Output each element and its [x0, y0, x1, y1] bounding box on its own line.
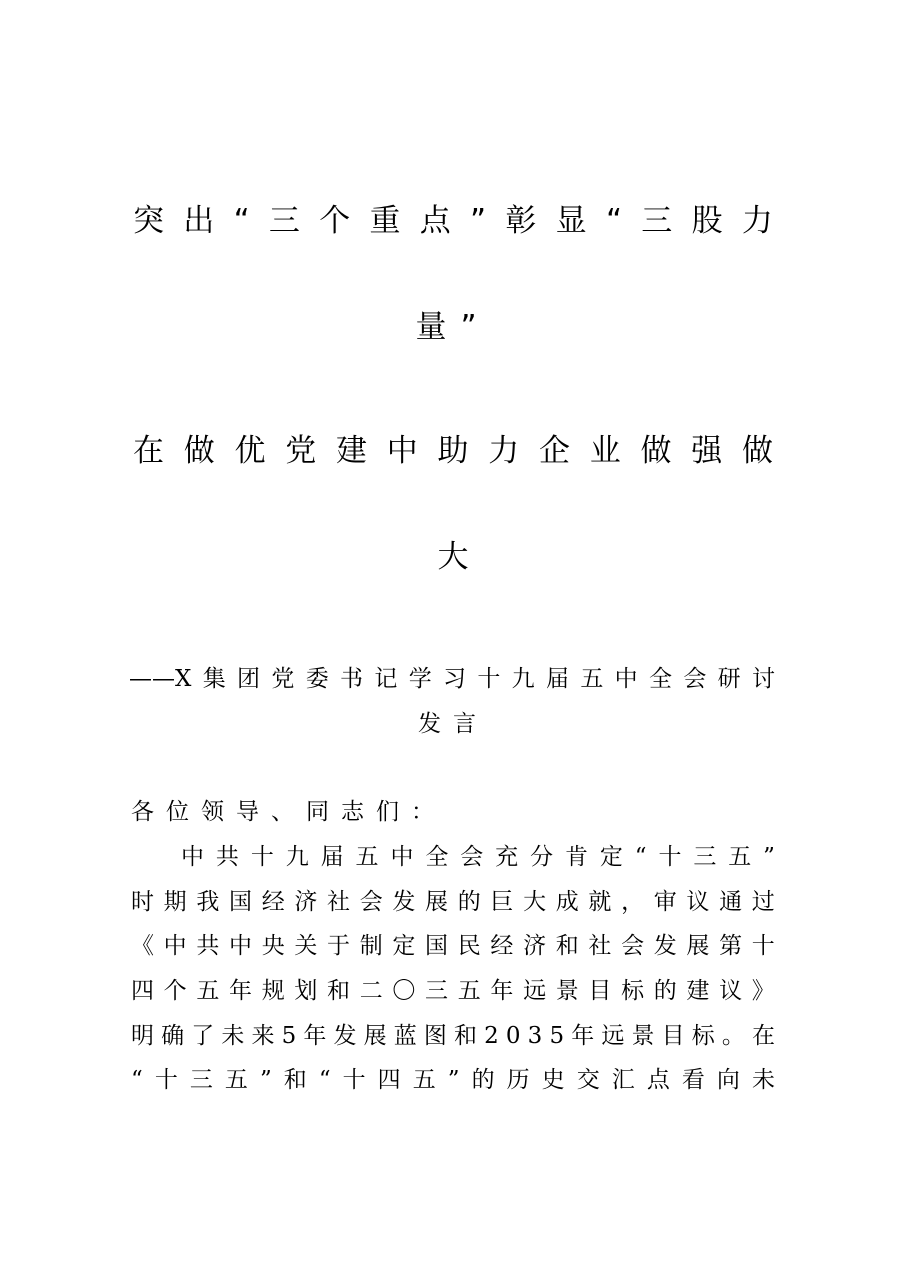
glyph: 建 [336, 433, 367, 469]
glyph: 成 [555, 889, 579, 915]
glyph: 蓝 [393, 1023, 417, 1049]
glyph: 五 [355, 844, 379, 870]
glyph: 突 [133, 203, 164, 239]
glyph: 于 [327, 933, 351, 959]
subtitle-line-1: ——X集团党委书记学习十九届五中全会研讨 [129, 666, 775, 692]
glyph: 共 [196, 933, 220, 959]
glyph: 出 [183, 203, 215, 239]
title-line-1 [133, 201, 773, 241]
glyph: 民 [457, 933, 481, 959]
glyph: 《 [131, 933, 154, 959]
glyph: 在 [751, 1023, 775, 1049]
glyph: 年 [229, 978, 253, 1004]
glyph: 来 [251, 1023, 275, 1049]
glyph: 历 [506, 1067, 530, 1093]
glyph: 发 [392, 889, 416, 915]
glyph: 三 [693, 844, 717, 870]
glyph: 党 [285, 433, 317, 469]
glyph: 经 [261, 889, 285, 915]
glyph: 优 [234, 433, 266, 469]
paragraph-line-5 [131, 1021, 775, 1051]
glyph: “ [318, 1067, 331, 1093]
glyph: 五 [728, 844, 752, 870]
glyph: 九 [285, 844, 309, 870]
glyph: 十 [751, 933, 775, 959]
glyph: 和 [327, 978, 351, 1004]
glyph: 做 [640, 433, 672, 469]
glyph: 央 [261, 933, 285, 959]
glyph: 经 [490, 933, 514, 959]
glyph: 业 [589, 433, 621, 469]
glyph: 企 [539, 433, 570, 469]
glyph: 三 [641, 203, 673, 239]
glyph: 十 [342, 1067, 366, 1093]
glyph: 制 [359, 933, 383, 959]
glyph: 远 [523, 978, 547, 1004]
title-line-4: 大 [437, 539, 469, 575]
glyph: 未 [221, 1023, 245, 1049]
glyph: 点 [646, 1067, 670, 1093]
glyph: 2 [484, 1023, 499, 1049]
glyph: 展 [686, 933, 710, 959]
glyph: 会 [359, 889, 383, 915]
glyph: 和 [283, 1067, 307, 1093]
glyph: 的 [457, 889, 481, 915]
glyph: 肯 [564, 844, 588, 870]
glyph: 议 [686, 889, 710, 915]
glyph: 明 [131, 1023, 154, 1049]
glyph: 十 [250, 844, 274, 870]
glyph: 目 [661, 1023, 685, 1049]
glyph: 远 [601, 1023, 625, 1049]
glyph: 定 [599, 844, 623, 870]
glyph: 做 [183, 433, 215, 469]
glyph: 审 [653, 889, 677, 915]
title-line-3 [133, 431, 773, 471]
glyph: 5 [281, 1023, 297, 1049]
glyph: 分 [530, 844, 554, 870]
subtitle-line-2: 发言 [418, 711, 488, 737]
glyph: 届 [320, 844, 344, 870]
glyph: 的 [471, 1067, 495, 1093]
glyph: 未 [751, 1067, 775, 1093]
glyph: 3 [527, 1023, 543, 1049]
glyph: 会 [621, 933, 645, 959]
glyph: 展 [363, 1023, 387, 1049]
glyph: 议 [719, 978, 743, 1004]
glyph: 和 [555, 933, 579, 959]
glyph: 会 [460, 844, 484, 870]
glyph: 我 [196, 889, 220, 915]
glyph: 共 [215, 844, 239, 870]
glyph: 中 [181, 844, 204, 870]
glyph: 图 [423, 1023, 447, 1049]
title-line-2: 量” [415, 309, 491, 345]
glyph: 景 [555, 978, 579, 1004]
glyph: 四 [131, 978, 154, 1004]
glyph: 划 [294, 978, 318, 1004]
glyph: 二 [359, 978, 383, 1004]
glyph: 社 [327, 889, 351, 915]
glyph: 景 [631, 1023, 655, 1049]
glyph: 发 [333, 1023, 357, 1049]
glyph: 了 [191, 1023, 215, 1049]
glyph: ” [447, 1067, 460, 1093]
paragraph-line-2 [131, 887, 775, 917]
glyph: 的 [653, 978, 677, 1004]
glyph: 〇 [392, 978, 416, 1004]
glyph: 点 [419, 203, 451, 239]
glyph: 十 [658, 844, 682, 870]
glyph: 标 [621, 978, 645, 1004]
salutation: 各位领导、同志们： [131, 799, 446, 825]
glyph: “ [131, 1067, 143, 1093]
glyph: 力 [488, 433, 520, 469]
glyph: 5 [549, 1023, 565, 1049]
glyph: 五 [224, 1067, 248, 1093]
glyph: 三 [189, 1067, 213, 1093]
glyph: 中 [229, 933, 253, 959]
glyph: ” [470, 203, 487, 239]
glyph: 中 [390, 844, 414, 870]
glyph: 助 [437, 433, 469, 469]
glyph: 五 [196, 978, 220, 1004]
glyph: 个 [319, 203, 351, 239]
glyph: 规 [261, 978, 285, 1004]
glyph: 五 [457, 978, 481, 1004]
glyph: 三 [268, 203, 300, 239]
glyph: 发 [653, 933, 677, 959]
glyph: 0 [505, 1023, 521, 1049]
glyph: ， [621, 889, 645, 915]
glyph: 社 [588, 933, 612, 959]
glyph: 年 [303, 1023, 327, 1049]
paragraph-line-1 [181, 842, 775, 872]
glyph: ” [259, 1067, 272, 1093]
glyph: 五 [412, 1067, 436, 1093]
glyph: 展 [425, 889, 449, 915]
glyph: 期 [163, 889, 187, 915]
glyph: 三 [425, 978, 449, 1004]
glyph: 十 [154, 1067, 178, 1093]
glyph: 巨 [490, 889, 514, 915]
glyph: 建 [686, 978, 710, 1004]
glyph: 国 [229, 889, 253, 915]
glyph: 交 [576, 1067, 600, 1093]
glyph: 力 [741, 203, 773, 239]
glyph: 重 [369, 203, 401, 239]
glyph: 通 [719, 889, 743, 915]
paragraph-line-3 [131, 931, 775, 961]
glyph: 向 [716, 1067, 740, 1093]
glyph: 济 [294, 889, 318, 915]
glyph: 确 [161, 1023, 185, 1049]
glyph: 股 [691, 203, 723, 239]
glyph: 标 [691, 1023, 715, 1049]
glyph: 关 [294, 933, 318, 959]
glyph: 史 [541, 1067, 565, 1093]
glyph: 目 [588, 978, 612, 1004]
glyph: 彰 [505, 203, 537, 239]
glyph: 时 [131, 889, 154, 915]
paragraph-line-4 [131, 976, 775, 1006]
glyph: 全 [425, 844, 449, 870]
glyph: ” [763, 844, 775, 870]
glyph: 。 [721, 1023, 745, 1049]
glyph: 中 [386, 433, 418, 469]
glyph: 个 [163, 978, 187, 1004]
glyph: 大 [523, 889, 547, 915]
glyph: “ [233, 203, 250, 239]
glyph: 汇 [611, 1067, 635, 1093]
glyph: 过 [751, 889, 775, 915]
glyph: 年 [571, 1023, 595, 1049]
glyph: 第 [719, 933, 743, 959]
glyph: 四 [377, 1067, 401, 1093]
glyph: “ [634, 844, 647, 870]
glyph: 在 [133, 433, 164, 469]
glyph: 国 [425, 933, 449, 959]
glyph: 中 [163, 933, 187, 959]
paragraph-line-6 [131, 1065, 775, 1095]
glyph: 济 [523, 933, 547, 959]
glyph: 显 [555, 203, 587, 239]
glyph: 就 [588, 889, 612, 915]
glyph: 定 [392, 933, 416, 959]
glyph: 和 [454, 1023, 478, 1049]
glyph: 做 [742, 433, 773, 469]
glyph: “ [605, 203, 622, 239]
glyph: 充 [495, 844, 519, 870]
glyph: 年 [490, 978, 514, 1004]
glyph: 强 [691, 433, 723, 469]
glyph: 》 [751, 978, 775, 1004]
glyph: 看 [681, 1067, 705, 1093]
